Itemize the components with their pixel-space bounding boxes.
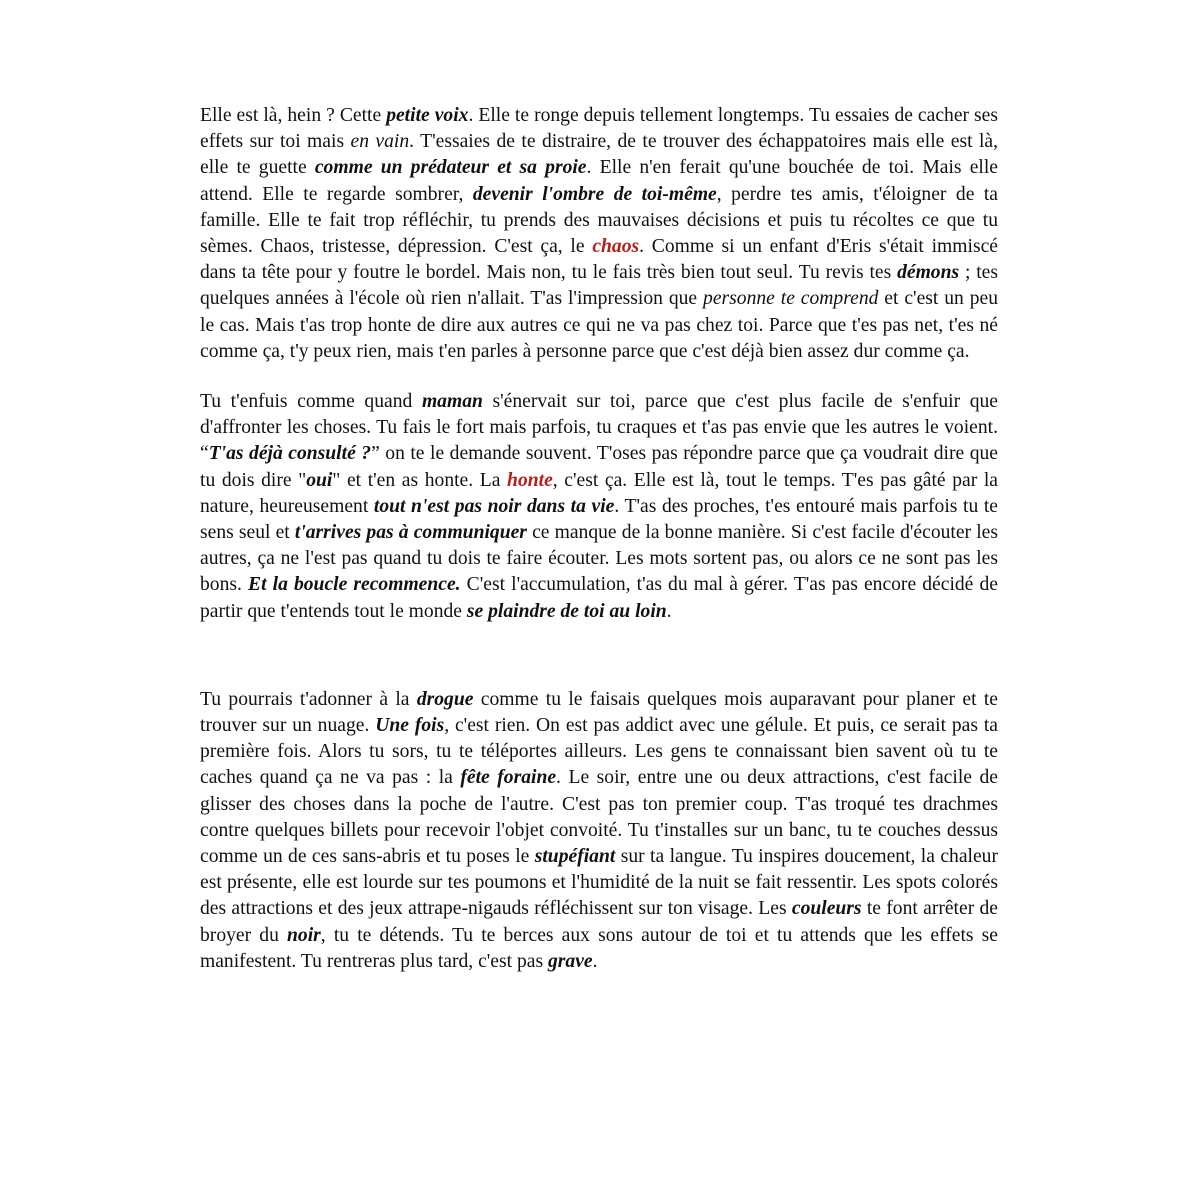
text-run: , c'est rien. On est pas addict avec une gélule. Et puis, ce serait pas ta première fois. Alors tu sors, tu te téléportes ailleurs. Les gens te connaissant bien savent où tu te caches quand ça ne va pas : la: [200, 715, 998, 789]
paragraph-2: [200, 389, 998, 625]
emphasis-bold-italic: petite voix: [386, 105, 469, 126]
text-run: , perdre tes amis, t'éloigner de ta famille. Elle te fait trop réfléchir, tu prends des mauvaises décisions et puis tu récoltes ce que tu sèmes. Chaos, tristesse, dépression. C'est ça, le: [200, 183, 998, 258]
text-run: . T'essaies de te distraire, de te trouver des échappatoires mais elle est là, elle te guette: [200, 131, 998, 179]
text-run: ” on te le demande souvent. T'oses pas répondre parce que ça voudrait dire que tu dois dire ": [200, 443, 998, 491]
text-run: .: [666, 600, 672, 622]
emphasis-bold-italic: drogue: [416, 688, 474, 710]
text-run: , tu te détends. Tu te berces aux sons autour de toi et tu attends que les effets se manifestent. Tu rentreras plus tard, c'est pas: [200, 924, 998, 972]
emphasis-bold-italic: comme un prédateur et sa proie: [314, 157, 587, 179]
text-run: C'est l'accumulation, t'as du mal à gérer. T'as pas encore décidé de partir que t'entends tout le monde: [200, 574, 998, 622]
text-run: ; tes quelques années à l'école où rien n'allait. T'as l'impression que: [200, 262, 998, 310]
emphasis-bold-italic: grave: [547, 950, 593, 972]
emphasis-bold-italic: fête foraine: [460, 767, 557, 789]
emphasis-bold-italic: stupéfiant: [534, 846, 616, 868]
text-run: sur ta langue. Tu inspires doucement, la chaleur est présente, elle est lourde sur tes poumons et l'humidité de la nuit se fait ressentir. Les spots colorés des attractions et des jeux attrape-nigauds réfléchissent sur ton visage. Les: [200, 846, 998, 920]
emphasis-bold-italic: noir: [287, 924, 321, 946]
emphasis-italic: en vain: [350, 131, 410, 153]
emphasis-bold-italic: se plaindre de toi au loin: [466, 600, 667, 622]
paragraph-1: [200, 103, 998, 365]
text-run: Tu pourrais t'adonner à la: [200, 688, 417, 710]
text-run: s'énervait sur toi, parce que c'est plus facile de s'enfuir que d'affronter les choses. Tu fais le fort mais parfois, tu craques et t'as pas envie que les autres le voient. “: [200, 391, 998, 465]
paragraph-3: [200, 687, 998, 975]
text-run: .: [592, 950, 598, 972]
text-run: ce manque de la bonne manière. Si c'est facile d'écouter les autres, ça ne l'est pas quand tu dois te faire écouter. Les mots sortent pas, ou alors ce ne sont pas les bons.: [200, 522, 998, 596]
emphasis-red: honte: [507, 469, 553, 491]
text-run: Tu t'enfuis comme quand: [200, 391, 422, 413]
document-page: [200, 103, 998, 975]
text-run: . T'as des proches, t'es entouré mais parfois tu te sens seul et: [200, 495, 998, 544]
emphasis-bold-italic: tout n'est pas noir dans ta vie: [373, 495, 615, 517]
emphasis-bold-italic: oui: [306, 469, 333, 491]
text-run: te font arrêter de broyer du: [200, 898, 999, 946]
text-run: comme tu le faisais quelques mois auparavant pour planer et te trouver sur un nuage.: [200, 688, 998, 737]
emphasis-bold-italic: Une fois: [375, 715, 445, 737]
text-run: et c'est un peu le cas. Mais t'as trop honte de dire aux autres ce qui ne va pas chez toi. Parce que t'es pas net, t'es né comme ça, t'y peux rien, mais t'en parles à personne parce que c'est déjà bien assez dur comme ça.: [200, 288, 998, 362]
emphasis-red: chaos: [592, 236, 640, 258]
emphasis-bold-italic: t'arrives pas à communiquer: [294, 522, 527, 544]
emphasis-bold-italic: couleurs: [791, 898, 862, 920]
text-run: . Elle te ronge depuis tellement longtemps. Tu essaies de cacher ses effets sur toi mais: [200, 105, 998, 153]
emphasis-bold-italic: Et la boucle recommence.: [248, 574, 461, 596]
emphasis-bold-italic: maman: [421, 391, 483, 413]
text-run: , c'est ça. Elle est là, tout le temps. T'es pas gâté par la nature, heureusement: [200, 469, 998, 517]
text-run: Elle est là, hein ? Cette: [200, 105, 387, 126]
text-run: . Elle n'en ferait qu'une bouchée de toi. Mais elle attend. Elle te regarde sombrer,: [200, 157, 998, 205]
emphasis-bold-italic: devenir l'ombre de toi-même: [472, 183, 717, 205]
text-run: . Le soir, entre une ou deux attractions, c'est facile de glisser des choses dans la poche de l'autre. C'est pas ton premier coup. T'as troqué tes drachmes contre quelques billets pour recevoir l'objet convoité. Tu t'installes sur un banc, tu te couches dessus comme un de ces sans-abris et tu poses le: [200, 767, 998, 868]
text-run: " et t'en as honte. La: [332, 469, 508, 491]
emphasis-bold-italic: T'as déjà consulté ?: [208, 443, 372, 465]
emphasis-italic: personne te comprend: [703, 288, 879, 310]
text-run: . Comme si un enfant d'Eris s'était immiscé dans ta tête pour y foutre le bordel. Mais non, tu le fais très bien tout seul. Tu revis tes: [200, 236, 998, 284]
emphasis-bold-italic: démons: [897, 262, 960, 284]
